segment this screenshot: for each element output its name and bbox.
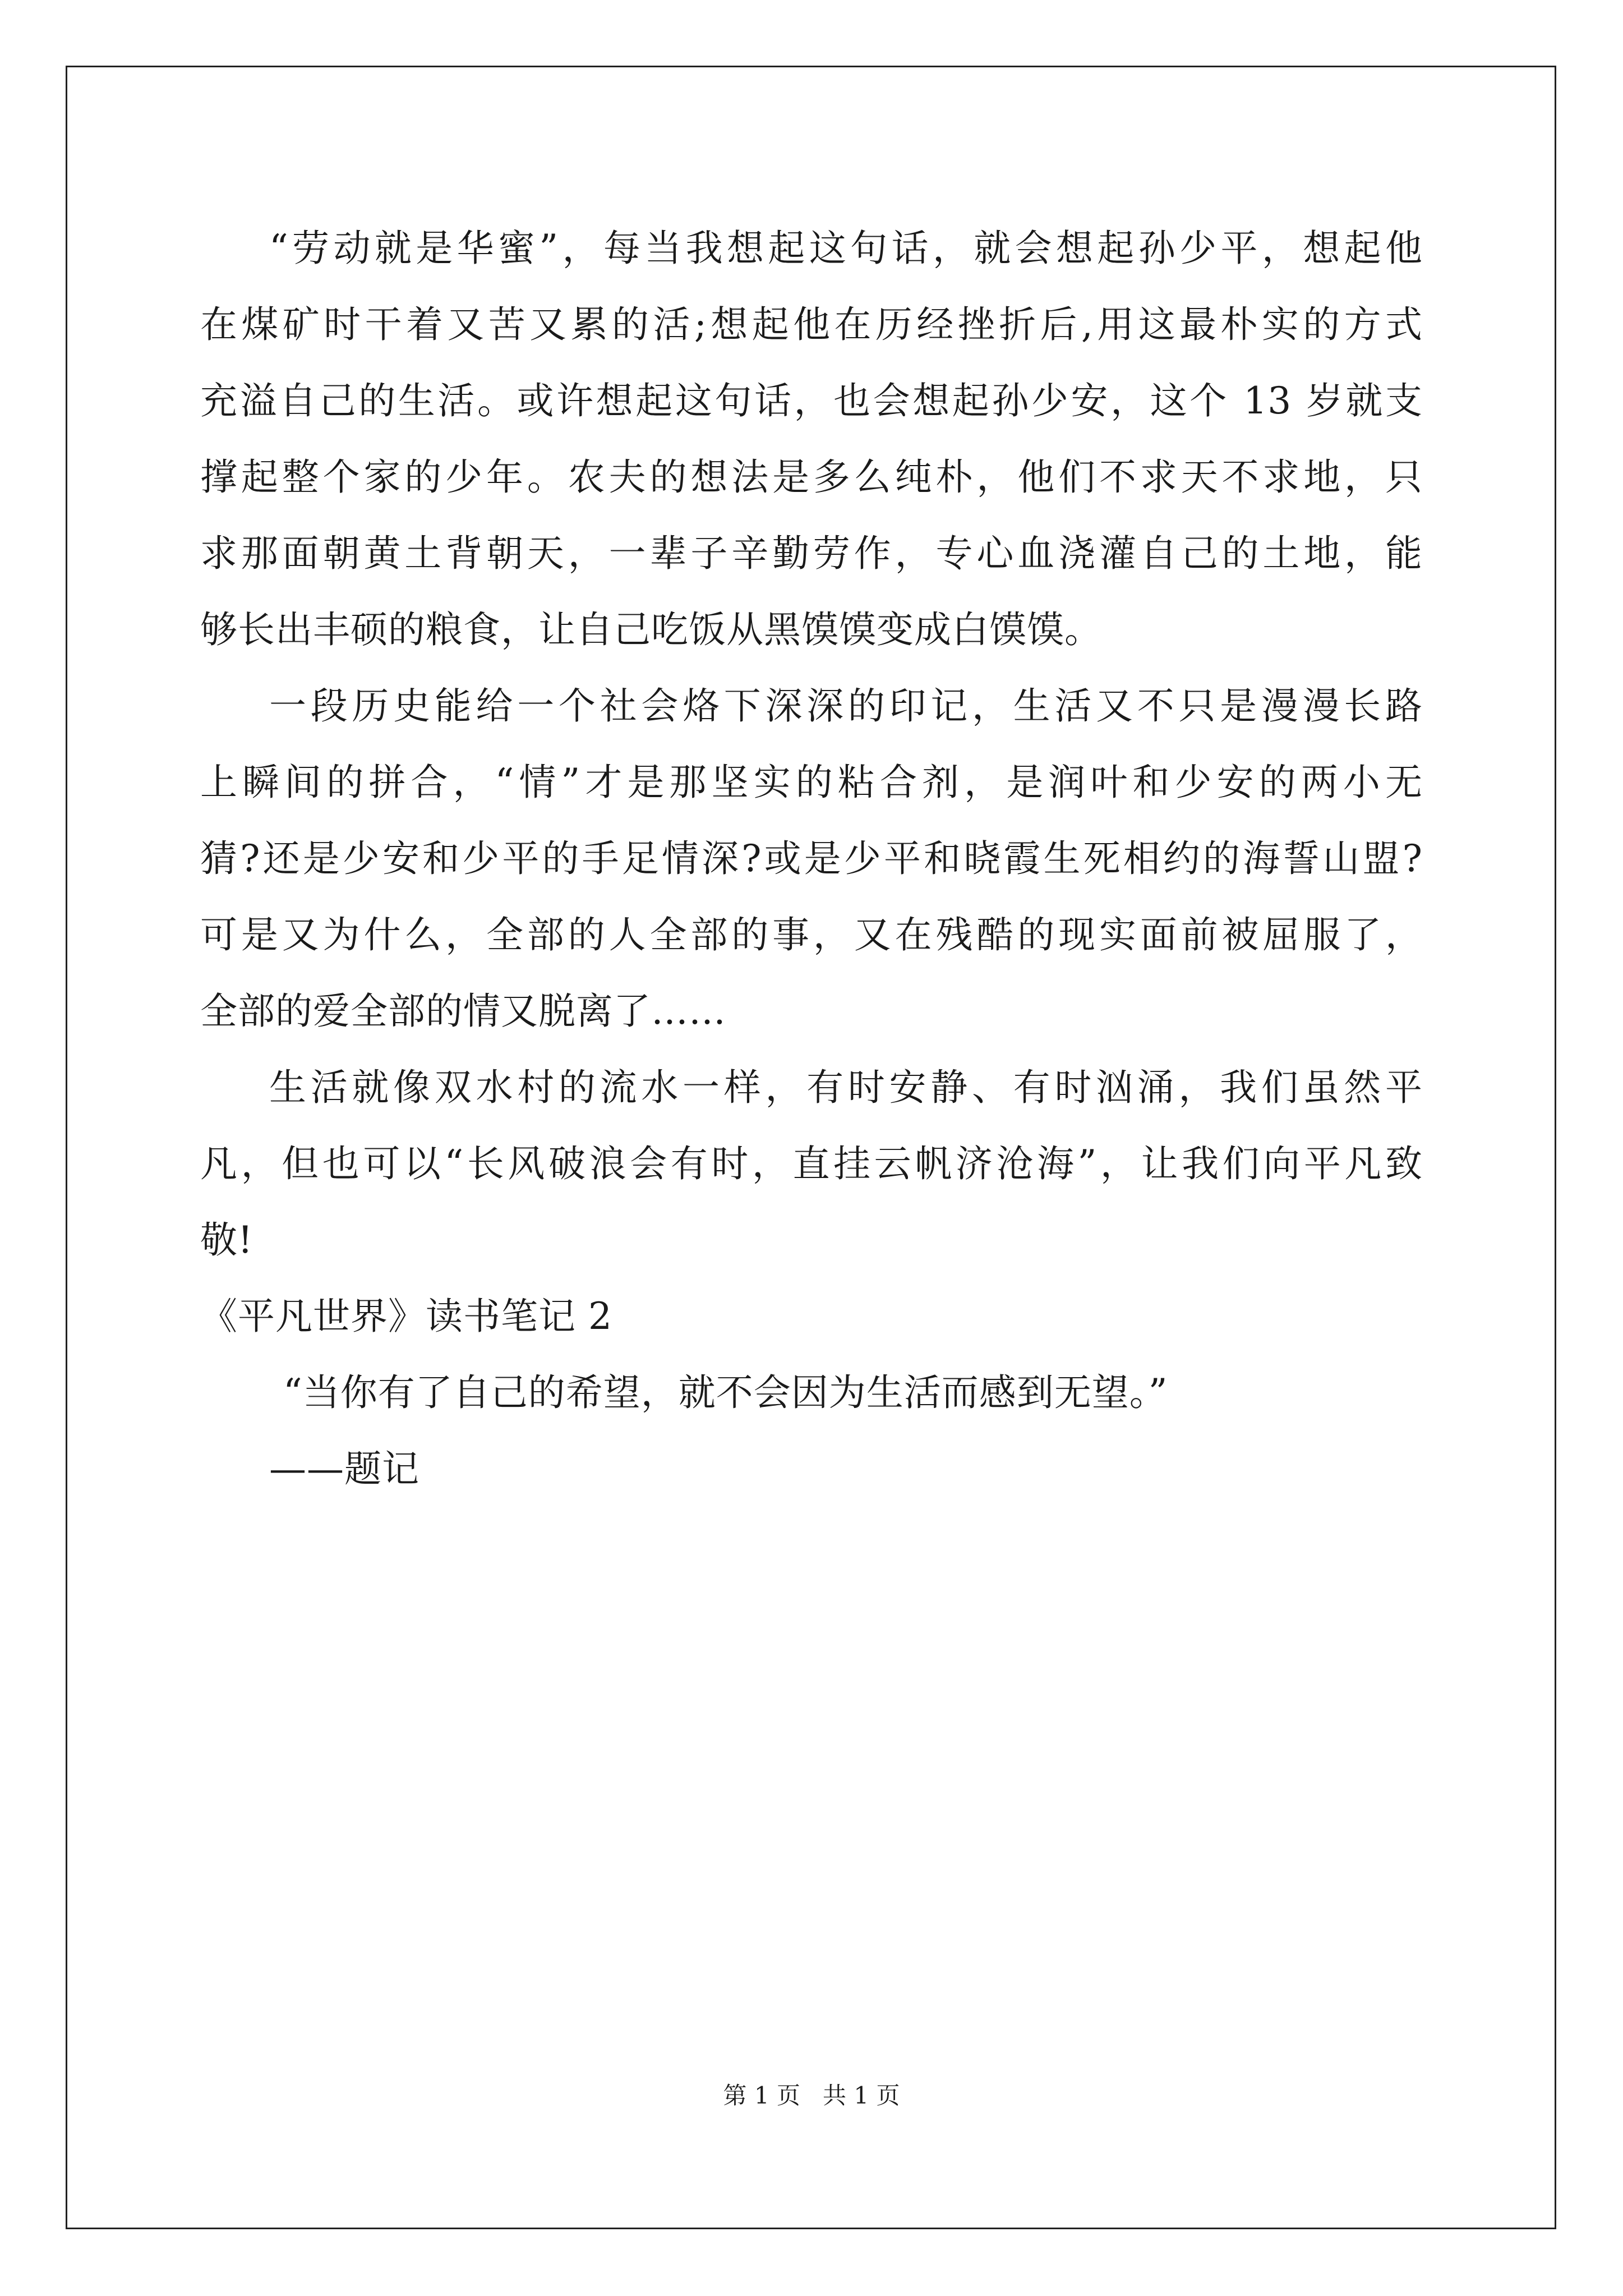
paragraph-3-line-1: 生活就像双水村的流水一样，有时安静、有时汹涌，我们虽然平: [269, 1066, 1423, 1109]
paragraph-2-line-2: 上瞬间的拼合，“情”才是那坚实的粘合剂，是润叶和少安的两小无: [200, 761, 1423, 804]
paragraph-3-line-2: 凡，但也可以“长风破浪会有时，直挂云帆济沧海”，让我们向平凡致: [200, 1142, 1423, 1185]
paragraph-2-line-3: 猜?还是少安和少平的手足情深?或是少平和晓霞生死相约的海誓山盟?: [200, 837, 1423, 880]
paragraph-2-line-5: 全部的爱全部的情又脱离了……: [200, 990, 726, 1033]
paragraph-1-line-6: 够长出丰硕的粮食，让自己吃饭从黑馍馍变成白馍馍。: [200, 608, 1102, 651]
paragraph-1-line-2: 在煤矿时干着又苦又累的活;想起他在历经挫折后,用这最朴实的方式: [200, 303, 1423, 346]
section-title: 《平凡世界》读书笔记 2: [200, 1295, 612, 1338]
paragraph-1-line-1: “劳动就是华蜜”，每当我想起这句话，就会想起孙少平，想起他: [269, 227, 1423, 270]
paragraph-1-line-4: 撑起整个家的少年。农夫的想法是多么纯朴，他们不求天不求地，只: [200, 455, 1423, 499]
paragraph-3-line-3: 敬!: [200, 1218, 253, 1262]
paragraph-1-line-5: 求那面朝黄土背朝天，一辈子辛勤劳作，专心血浇灌自己的土地，能: [200, 532, 1423, 575]
paragraph-1-line-3: 充溢自己的生活。或许想起这句话，也会想起孙少安，这个 13 岁就支: [200, 379, 1423, 422]
paragraph-2-line-4: 可是又为什么，全部的人全部的事，又在残酷的现实面前被屈服了，: [200, 913, 1423, 956]
epigraph-attribution: ——题记: [269, 1447, 419, 1490]
paragraph-2-line-1: 一段历史能给一个社会烙下深深的印记，生活又不只是漫漫长路: [269, 684, 1423, 728]
page-footer: 第 1 页 共 1 页: [723, 2082, 900, 2109]
epigraph: “当你有了自己的希望，就不会因为生活而感到无望。”: [283, 1371, 1168, 1414]
